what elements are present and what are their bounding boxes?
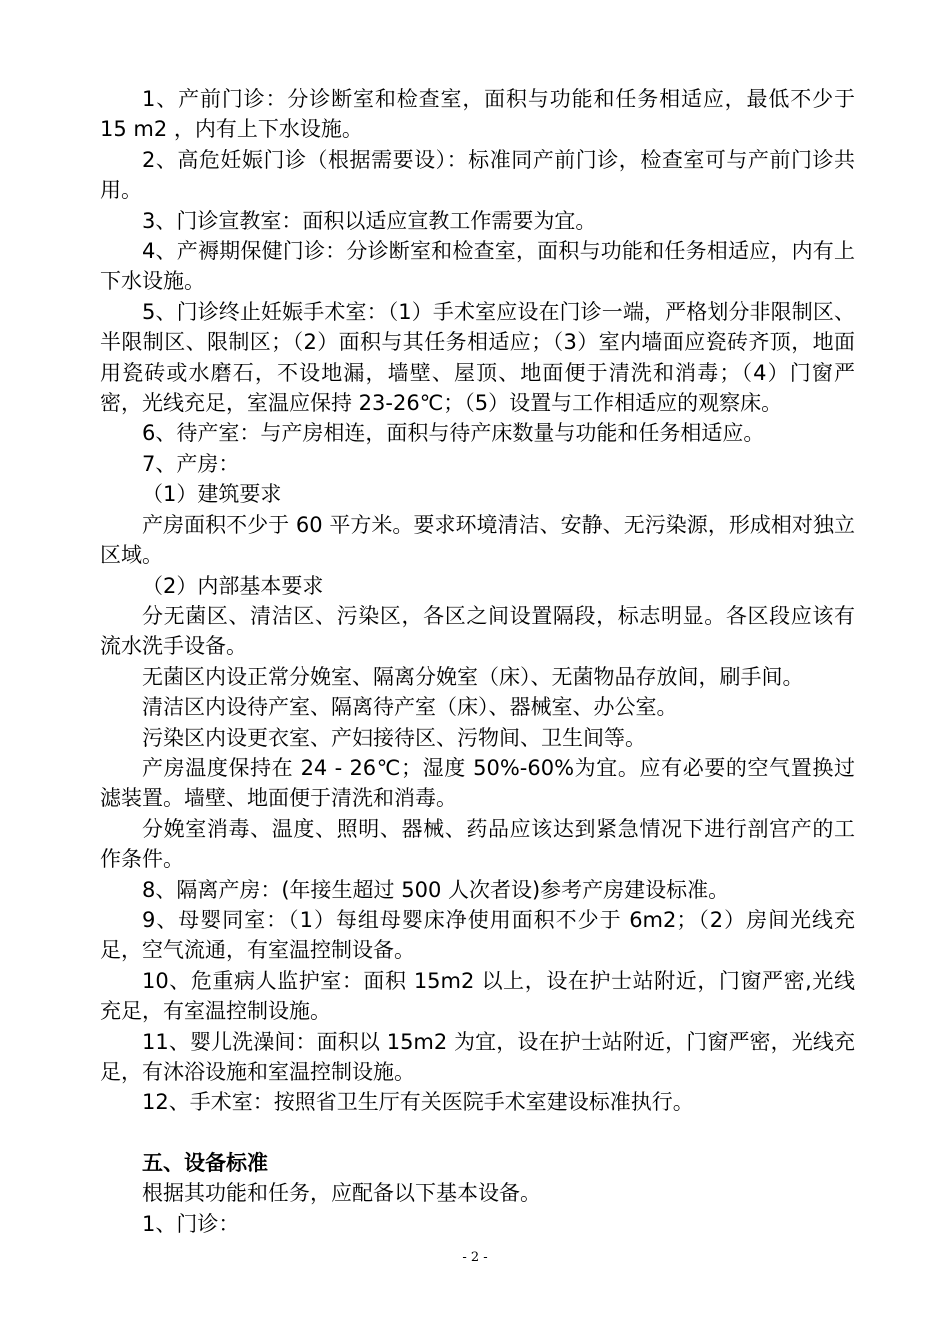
paragraph-baby-bathroom: 11、婴儿洗澡间：面积以 15m2 为宜，设在护士站附近，门窗严密，光线充足，有沐浴设施和室温控制设施。 — [100, 1029, 855, 1084]
paragraph-isolation-delivery-room: 8、隔离产房：(年接生超过 500 人次者设)参考产房建设标准。 — [142, 877, 730, 902]
paragraph-temperature-humidity: 产房温度保持在 24 - 26℃；湿度 50%-60%为宜。应有必要的空气置换过滤装置。墙壁、地面便于清洗和消毒。 — [100, 755, 855, 811]
paragraph-zones: 分无菌区、清洁区、污染区，各区之间设置隔段，标志明显。各区段应该有流水洗手设备。 — [100, 603, 855, 659]
paragraph-labor-waiting-room: 6、待产室：与产房相连，面积与待产床数量与功能和任务相适应。 — [142, 421, 765, 446]
paragraph-equipment-intro: 根据其功能和任务，应配备以下基本设备。 — [142, 1181, 541, 1206]
paragraph-operating-room: 12、手术室：按照省卫生厅有关医院手术室建设标准执行。 — [142, 1090, 694, 1115]
document-body — [100, 84, 855, 1239]
paragraph-high-risk-clinic: 2、高危妊娠门诊（根据需要设）：标准同产前门诊，检查室可与产前门诊共用。 — [100, 147, 855, 203]
page-number: - 2 - — [462, 1250, 488, 1265]
paragraph-sterile-zone: 无菌区内设正常分娩室、隔离分娩室（床）、无菌物品存放间，刷手间。 — [142, 664, 804, 689]
paragraph-equipment-clinic: 1、门诊： — [142, 1211, 240, 1236]
paragraph-delivery-area: 产房面积不少于 60 平方米。要求环境清洁、安静、无污染源，形成相对独立区域。 — [100, 512, 855, 568]
paragraph-clean-zone: 清洁区内设待产室、隔离待产室（床）、器械室、办公室。 — [142, 695, 678, 720]
paragraph-termination-surgery-room: 5、门诊终止妊娠手术室：（1）手术室应设在门诊一端，严格划分非限制区、半限制区、限制区；（2）面积与其任务相适应；（3）室内墙面应瓷砖齐顶，地面用瓷砖或水磨石，不设地漏，墙壁、屋顶、地面便于清洗和消毒；（4）门窗严密，光线充足，室温应保持 23-26℃；（5）设置与工作相适应的观察床。 — [100, 299, 855, 416]
paragraph-prenatal-clinic: 1、产前门诊：分诊断室和检查室，面积与功能和任务相适应，最低不少于 15 m2 ，内有上下水设施。 — [100, 87, 855, 142]
paragraph-critical-care-room: 10、危重病人监护室：面积 15m2 以上，设在护士站附近，门窗严密,光线充足，有室温控制设施。 — [100, 968, 855, 1024]
paragraph-rooming-in: 9、母婴同室：（1）每组母婴床净使用面积不少于 6m2；（2）房间光线充足，空气流通，有室温控制设备。 — [100, 907, 855, 963]
subheading-building-requirements: （1）建筑要求 — [142, 482, 282, 507]
section-heading-equipment: 五、设备标准 — [142, 1150, 268, 1175]
paragraph-delivery-room: 7、产房： — [142, 451, 240, 476]
subheading-internal-requirements: （2）内部基本要求 — [142, 573, 324, 598]
paragraph-postpartum-clinic: 4、产褥期保健门诊：分诊断室和检查室，面积与功能和任务相适应，内有上下水设施。 — [100, 239, 855, 294]
paragraph-delivery-conditions: 分娩室消毒、温度、照明、器械、药品应该达到紧急情况下进行剖宫产的工作条件。 — [100, 816, 855, 872]
paragraph-contaminated-zone: 污染区内设更衣室、产妇接待区、污物间、卫生间等。 — [142, 725, 646, 750]
paragraph-education-room: 3、门诊宣教室：面积以适应宣教工作需要为宜。 — [142, 208, 597, 233]
